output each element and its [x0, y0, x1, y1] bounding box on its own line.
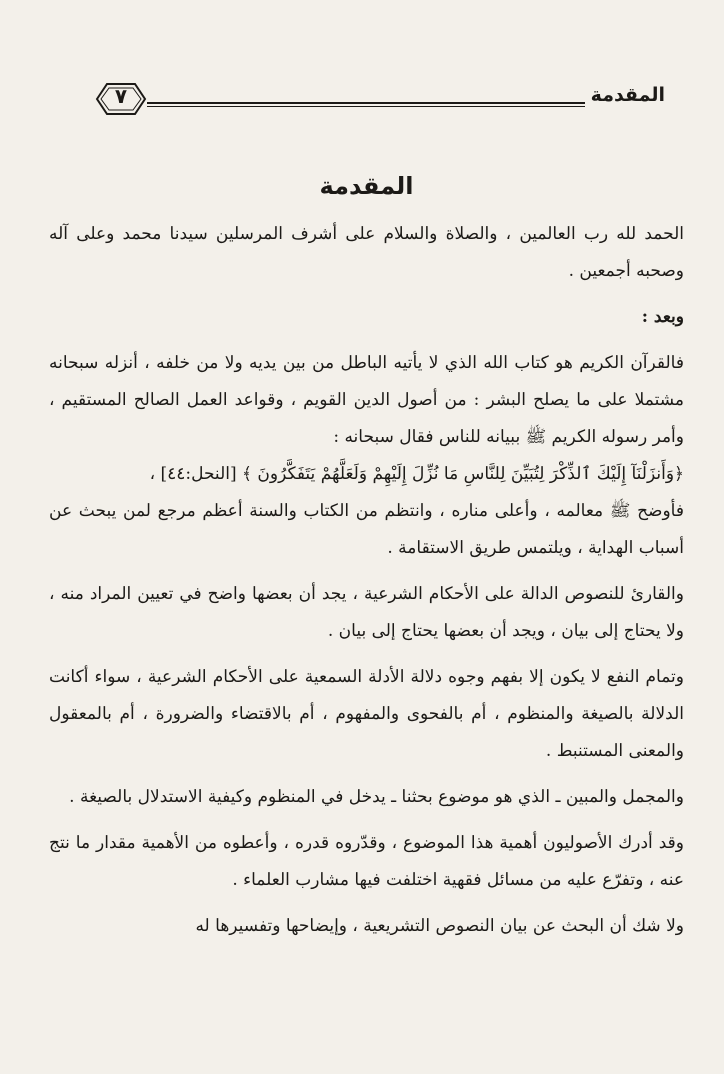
paragraph-8: ولا شك أن البحث عن بيان النصوص التشريعية ، وإيضاحها وتفسيرها له	[195, 916, 684, 936]
page-header	[95, 78, 665, 118]
paragraph-7: وقد أدرك الأصوليون أهمية هذا الموضوع ، وقدّروه قدره ، وأعطوه من الأهمية مقدار ما نتج عنه ، وتفرّع عليه من مسائل فقهية اختلفت فيها مشارب العلماء .	[49, 833, 684, 890]
wabaad-label: وبعد :	[641, 307, 684, 327]
paragraph-6: والمجمل والمبين ـ الذي هو موضوع بحثنا ـ يدخل في المنظوم وكيفية الاستدلال بالصيغة .	[69, 787, 684, 807]
running-title: المقدمة	[590, 84, 665, 106]
page-number-badge	[95, 82, 147, 116]
paragraph-1: الحمد لله رب العالمين ، والصلاة والسلام على أشرف المرسلين سيدنا محمد وعلى آله وصحبه أجمعين .	[49, 224, 684, 281]
page-number: ٧	[114, 84, 128, 108]
paragraph-5: وتمام النفع لا يكون إلا بفهم وجوه دلالة الأدلة السمعية على الأحكام الشرعية ، سواء أكانت الدلالة بالصيغة والمنظوم ، أم بالفحوى والمفهوم ، أم بالاقتضاء والضرورة ، أم بالمعقول والمعنى المستنبط .	[49, 667, 684, 761]
quran-verse: ﴿وَأَنزَلْنَآ إِلَيْكَ ٱلذِّكْرَ لِتُبَيِّنَ لِلنَّاسِ مَا نُزِّلَ إِلَيْهِمْ وَلَعَلَّهُمْ يَتَفَكَّرُونَ ﴾ [النحل:٤٤] ،	[149, 464, 684, 484]
header-rule	[147, 102, 585, 107]
page-body	[49, 166, 684, 945]
paragraph-2: فالقرآن الكريم هو كتاب الله الذي لا يأتيه الباطل من بين يديه ولا من خلفه ، أنزله سبحانه مشتملا على ما يصلح البشر : من أصول الدين القويم ، وقواعد العمل الصالح المستقيم ، وأمر رسوله الكريم ﷺ ببيانه للناس فقال سبحانه :	[49, 353, 684, 447]
paragraph-3: فأوضح ﷺ معالمه ، وأعلى مناره ، وانتظم من الكتاب والسنة أعظم مرجع لمن يبحث عن أسباب الهداية ، ويلتمس طريق الاستقامة .	[49, 501, 684, 558]
section-title: المقدمة	[319, 172, 414, 200]
paragraph-4: والقارئ للنصوص الدالة على الأحكام الشرعية ، يجد أن بعضها واضح في تعيين المراد منه ، ولا يحتاج إلى بيان ، ويجد أن بعضها يحتاج إلى بيان .	[49, 584, 684, 641]
